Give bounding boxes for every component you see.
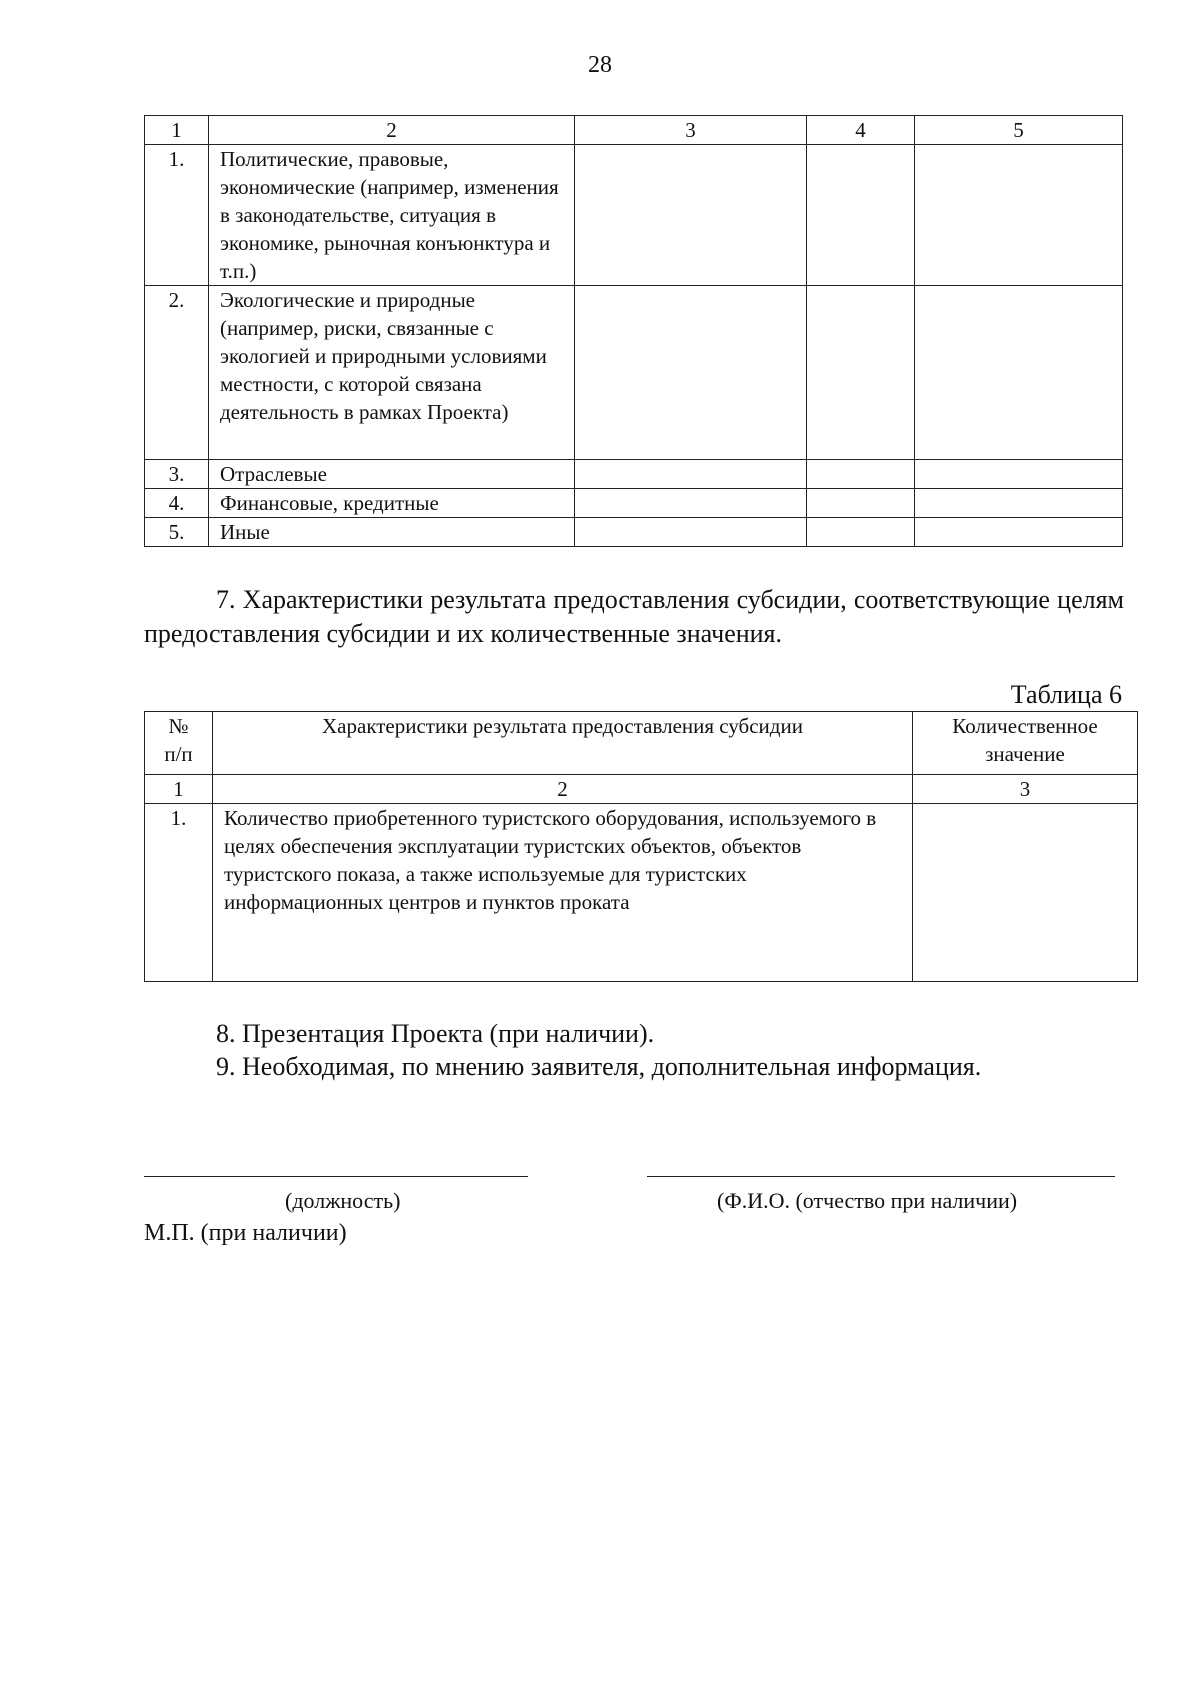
risk-category: Отраслевые <box>209 460 575 489</box>
position-signature-line <box>144 1176 528 1177</box>
table-row <box>145 518 1123 547</box>
risk-table-header-cell: 2 <box>209 116 575 145</box>
risk-table-header-cell: 3 <box>575 116 807 145</box>
row-number: 1. <box>145 804 213 982</box>
risk-category: Финансовые, кредитные <box>209 489 575 518</box>
table-6-number-row <box>145 775 1138 804</box>
risk-table-header-row <box>145 116 1123 145</box>
empty-cell <box>915 286 1123 460</box>
column-number: 2 <box>213 775 913 804</box>
table-6-header-row <box>145 712 1138 775</box>
name-caption: (Ф.И.О. (отчество при наличии) <box>717 1188 1018 1213</box>
row-number: 2. <box>145 286 209 460</box>
page-number: 28 <box>588 52 612 78</box>
name-signature-line <box>647 1176 1115 1177</box>
risk-table <box>144 115 1123 547</box>
table-row <box>145 286 1123 460</box>
quantity-value-cell <box>913 804 1138 982</box>
number-abbrev: п/п <box>164 742 193 766</box>
column-number: 3 <box>913 775 1138 804</box>
table-row <box>145 145 1123 286</box>
empty-cell <box>915 460 1123 489</box>
risk-category: Иные <box>209 518 575 547</box>
empty-cell <box>807 489 915 518</box>
empty-cell <box>575 489 807 518</box>
empty-cell <box>915 145 1123 286</box>
item-9: 9. Необходимая, по мнению заявителя, дополнительная информация. <box>216 1052 982 1081</box>
empty-cell <box>807 460 915 489</box>
column-number: 1 <box>145 775 213 804</box>
empty-cell <box>575 286 807 460</box>
empty-cell <box>575 145 807 286</box>
characteristic-description: Количество приобретенного туристского оборудования, используемого в целях обеспечения эксплуатации туристских объектов, объектов туристского показа, а также используемые для туристских информационных центров и пунктов проката <box>213 804 913 982</box>
row-number: 1. <box>145 145 209 286</box>
empty-cell <box>915 489 1123 518</box>
empty-cell <box>575 460 807 489</box>
characteristics-column-header: Характеристики результата предоставления субсидии <box>213 712 913 775</box>
stamp-placeholder: М.П. (при наличии) <box>144 1220 347 1246</box>
risk-category: Политические, правовые, экономические (например, изменения в законодательстве, ситуация в экономике, рыночная конъюнктура и т.п.) <box>209 145 575 286</box>
row-number: 5. <box>145 518 209 547</box>
empty-cell <box>807 145 915 286</box>
row-number: 3. <box>145 460 209 489</box>
section-7-paragraph <box>144 583 1124 651</box>
table-row <box>145 804 1138 982</box>
table-row <box>145 489 1123 518</box>
table-6-caption: Таблица 6 <box>1010 680 1122 709</box>
number-column-header <box>145 712 213 775</box>
row-number: 4. <box>145 489 209 518</box>
risk-table-header-cell: 4 <box>807 116 915 145</box>
risk-category: Экологические и природные (например, риски, связанные с экологией и природными условиями местности, с которой связана деятельность в рамках Проекта) <box>209 286 575 460</box>
empty-cell <box>807 518 915 547</box>
position-caption: (должность) <box>285 1188 401 1213</box>
empty-cell <box>807 286 915 460</box>
empty-cell <box>915 518 1123 547</box>
empty-cell <box>575 518 807 547</box>
value-column-header: Количественное значение <box>913 712 1138 775</box>
table-6 <box>144 711 1138 982</box>
section-7-text: 7. Характеристики результата предоставления субсидии, соответствующие целям предоставления субсидии и их количественные значения. <box>144 585 1124 648</box>
risk-table-header-cell: 1 <box>145 116 209 145</box>
number-sign: № <box>168 714 189 738</box>
risk-table-header-cell: 5 <box>915 116 1123 145</box>
table-row <box>145 460 1123 489</box>
item-8: 8. Презентация Проекта (при наличии). <box>216 1019 655 1048</box>
